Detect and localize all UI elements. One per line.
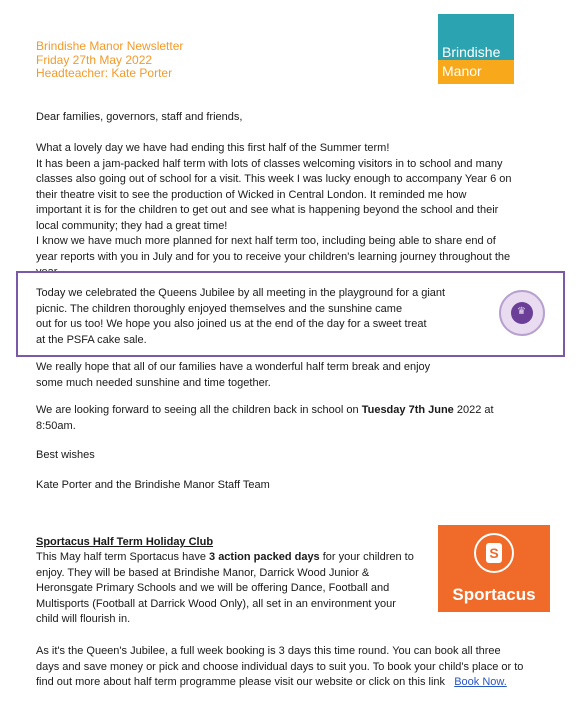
text-line: It has been a jam-packed half term with lots of classes welcoming visitors in to school and many — [36, 157, 503, 170]
text-line: days and save money or pick and choose individual days to suit you. To book your child's place or to — [36, 660, 524, 673]
text-line: at the PSFA cake sale. — [36, 333, 147, 346]
text-run: We are looking forward to seeing all the children back in school on — [36, 404, 362, 416]
text-line: some much needed sunshine and time together. — [36, 376, 271, 389]
text-line: We really hope that all of our families have a wonderful half term break and enjoy — [36, 361, 431, 373]
text-run: for your children to — [319, 551, 414, 563]
booking-paragraph — [36, 644, 523, 691]
newsletter-title: Brindishe Manor Newsletter — [36, 39, 184, 53]
signoff: Best wishes — [36, 449, 95, 461]
text-line: Today we celebrated the Queens Jubilee by all meeting in the playground for a giant — [36, 287, 446, 299]
text-line: local community; they had a great time! — [36, 219, 228, 232]
text-line: I know we have much more planned for next half term too, including being able to share end of — [36, 235, 496, 247]
text-line: year reports with you in July and for you to receive your children's learning journey throughout the — [36, 250, 511, 263]
holiday-paragraph — [36, 360, 430, 391]
newsletter-date: Friday 27th May 2022 — [36, 52, 153, 67]
text-line — [36, 403, 494, 419]
sportacus-logo-name: Sportacus — [452, 585, 536, 604]
text-run: find out more about half term programme please visit our website or click on this link — [36, 676, 446, 688]
logo-word-1: Brindishe — [442, 44, 501, 60]
text-run: This May half term Sportacus have — [36, 551, 210, 563]
greeting: Dear families, governors, staff and friends, — [36, 111, 243, 123]
jubilee-paragraph — [36, 286, 445, 348]
text-line — [36, 550, 414, 566]
text-line: As it's the Queen's Jubilee, a full week booking is 3 days this time round. You can book all three — [36, 645, 501, 657]
return-paragraph — [36, 403, 494, 434]
text-line: important it is for the children to get out and see what is happening beyond the school and their — [36, 204, 499, 216]
intro-paragraph — [36, 141, 512, 281]
text-line: 8:50am. — [36, 419, 76, 432]
sportacus-letter: S — [486, 543, 502, 563]
action-days: 3 action packed days — [209, 551, 320, 563]
text-run: 2022 at — [453, 404, 494, 416]
school-logo — [438, 14, 514, 84]
text-line: Heronsgate Primary Schools and we will be offering Dance, Football and — [36, 582, 390, 594]
sportacus-paragraph — [36, 550, 414, 628]
text-line: out for us too! We hope you also joined us at the end of the day for a sweet treat — [36, 318, 427, 330]
return-date: Tuesday 7th June — [361, 404, 454, 416]
sportacus-title: Sportacus Half Term Holiday Club — [36, 536, 214, 548]
sportacus-logo — [438, 525, 550, 612]
signature: Kate Porter and the Brindishe Manor Staff Team — [36, 479, 270, 491]
newsletter-header — [36, 40, 183, 81]
text-line — [36, 675, 523, 691]
text-line: What a lovely day we have had ending this first half of the Summer term! — [36, 142, 390, 154]
text-line: Multisports (Football at Darrick Wood Only), all set in an environment your — [36, 597, 396, 610]
text-line: child will flourish in. — [36, 613, 131, 625]
text-line: enjoy. They will be based at Brindishe Manor, Darrick Wood Junior & — [36, 566, 370, 579]
text-line: their theatre visit to see the production of Wicked in Central London. It reminded me how — [36, 188, 467, 201]
logo-word-2: Manor — [442, 63, 482, 79]
headteacher-line: Headteacher: Kate Porter — [36, 66, 173, 80]
text-line: picnic. The children thoroughly enjoyed themselves and the sunshine came — [36, 302, 403, 315]
jubilee-seal-icon: ♛ — [499, 290, 545, 336]
book-now-link[interactable]: Book Now. — [454, 676, 507, 688]
text-line: classes also going out of school for a visit. This week I was lucky enough to accompany Year 6 on — [36, 173, 512, 185]
